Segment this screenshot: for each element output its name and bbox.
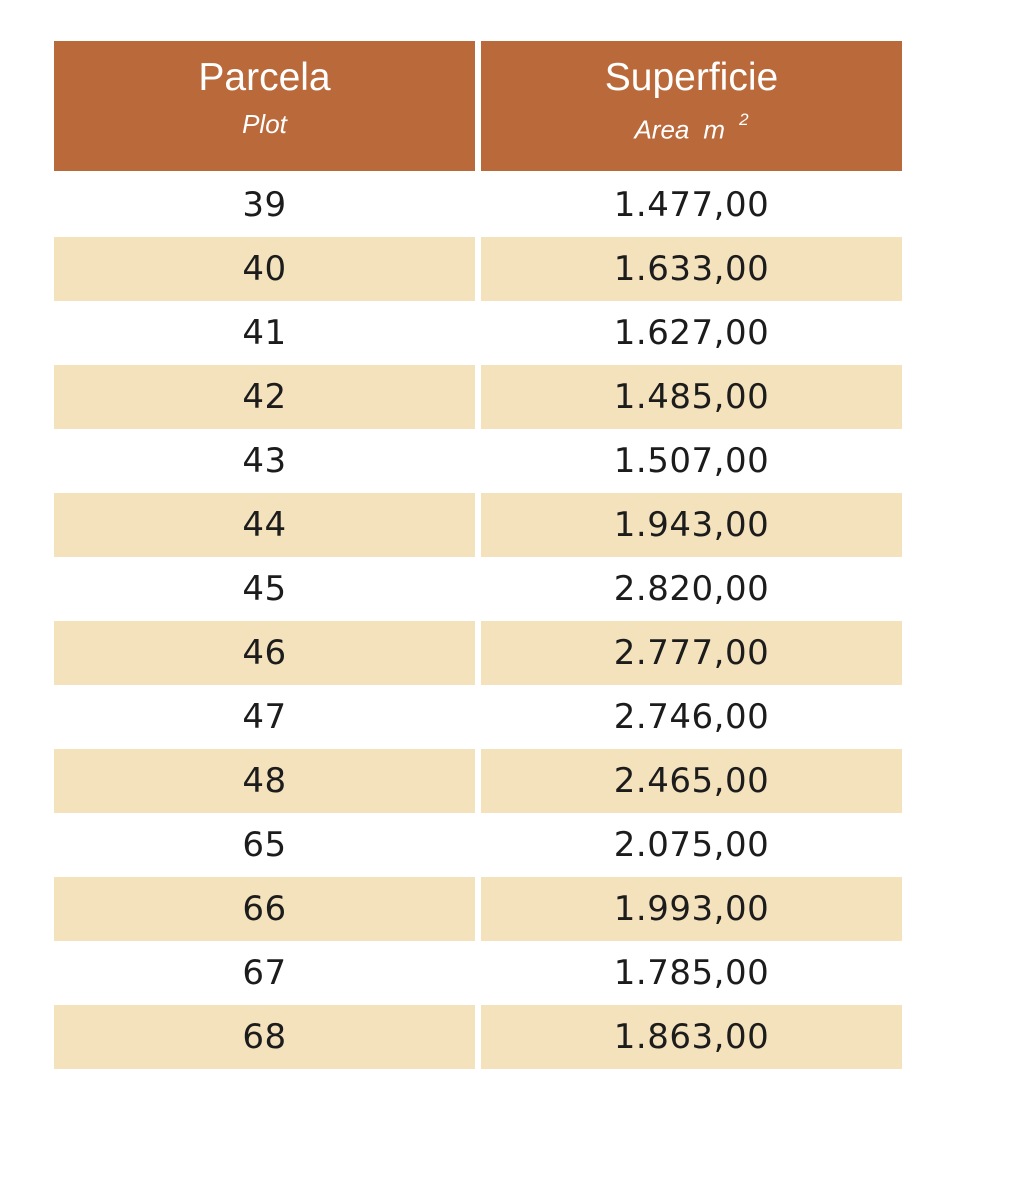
area-cell: 1.477,00: [613, 185, 770, 225]
area-cell: 2.820,00: [613, 569, 770, 609]
area-cell: 2.075,00: [613, 825, 770, 865]
plot-cell: 65: [242, 825, 287, 865]
plot-cell: 42: [54, 365, 475, 429]
plot-cell: 68: [54, 1005, 475, 1069]
area-cell: 1.485,00: [481, 365, 902, 429]
area-cell: 2.777,00: [481, 621, 902, 685]
plot-cell: 41: [242, 313, 287, 353]
plot-cell: 45: [242, 569, 287, 609]
table-body: [54, 173, 902, 1069]
plot-cell: 44: [54, 493, 475, 557]
plot-cell: 48: [54, 749, 475, 813]
header-area-subtitle-line: [634, 109, 748, 145]
area-cell: 1.993,00: [481, 877, 902, 941]
plot-cell: 40: [54, 237, 475, 301]
header-plot: [54, 41, 475, 171]
area-cell: 2.746,00: [613, 697, 770, 737]
area-cell: 1.507,00: [613, 441, 770, 481]
header-area-unit-exponent: 2: [739, 110, 749, 129]
plot-cell: 43: [242, 441, 287, 481]
area-cell: 1.785,00: [613, 953, 770, 993]
header-area: [481, 41, 902, 171]
header-plot-subtitle: Plot: [242, 109, 287, 139]
header-area-unit: m: [703, 114, 726, 145]
plot-cell: 46: [54, 621, 475, 685]
area-cell: 1.633,00: [481, 237, 902, 301]
area-cell: 1.627,00: [613, 313, 770, 353]
plot-cell: 67: [242, 953, 287, 993]
header-area-subtitle: Area: [634, 114, 690, 145]
area-cell: 2.465,00: [481, 749, 902, 813]
plot-cell: 39: [242, 185, 287, 225]
plot-cell: 66: [54, 877, 475, 941]
area-cell: 1.943,00: [481, 493, 902, 557]
plot-cell: 47: [242, 697, 287, 737]
plot-area-table: [54, 41, 902, 1069]
header-area-title: Superficie: [604, 56, 779, 99]
area-cell: 1.863,00: [481, 1005, 902, 1069]
header-plot-title: Parcela: [198, 56, 331, 99]
